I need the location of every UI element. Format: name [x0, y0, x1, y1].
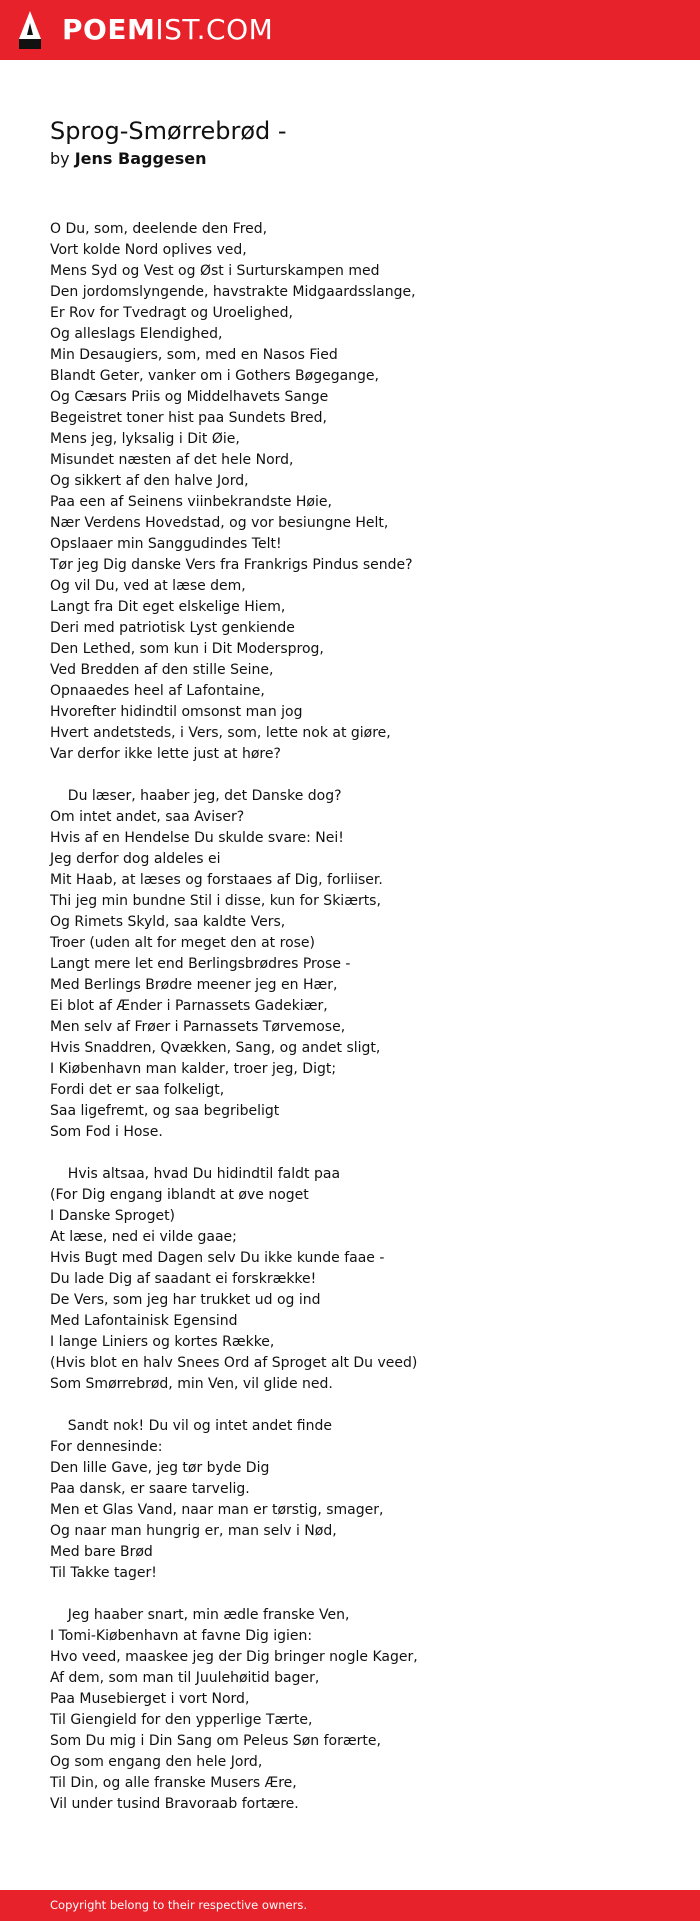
poem-line: Jeg derfor dog aldeles ei — [50, 851, 221, 867]
poem-line: Thi jeg min bundne Stil i disse, kun for Skiærts, — [50, 893, 381, 909]
poem-line: Hvo veed, maaskee jeg der Dig bringer nogle Kager, — [50, 1649, 418, 1665]
poem-line: Til Din, og alle franske Musers Ære, — [50, 1775, 297, 1791]
poem-line: Med Lafontainisk Egensind — [50, 1313, 238, 1329]
poem-line: Sandt nok! Du vil og intet andet finde — [50, 1418, 332, 1434]
poem-line: Er Rov for Tvedragt og Uroelighed, — [50, 305, 293, 321]
poem-title: Sprog-Smørrebrød - — [50, 117, 287, 145]
poem-line: Til Giengield for den ypperlige Tærte, — [50, 1712, 313, 1728]
poem-line: Langt fra Dit eget elskelige Hiem, — [50, 599, 286, 615]
poem-line: Jeg haaber snart, min ædle franske Ven, — [50, 1607, 350, 1623]
poem-line: For dennesinde: — [50, 1439, 163, 1455]
poem-line: Om intet andet, saa Aviser? — [50, 809, 245, 825]
poem-line: Troer (uden alt for meget den at rose) — [50, 935, 316, 951]
pen-nib-icon — [18, 10, 42, 50]
poem-line: Med Berlings Brødre meener jeg en Hær, — [50, 977, 338, 993]
stanza-break — [50, 1584, 670, 1605]
poem-line: (Hvis blot en halv Snees Ord af Sproget alt Du veed) — [50, 1355, 418, 1371]
poem-line: Mens jeg, lyksalig i Dit Øie, — [50, 431, 240, 447]
poem-line: Den jordomslyngende, havstrakte Midgaardsslange, — [50, 284, 416, 300]
poem-line: Som Du mig i Din Sang om Peleus Søn forærte, — [50, 1733, 381, 1749]
poem-line: Ved Bredden af den stille Seine, — [50, 662, 274, 678]
stanza-break — [50, 1395, 670, 1416]
poem-line: Opslaaer min Sanggudindes Telt! — [50, 536, 282, 552]
site-logo-link[interactable] — [18, 10, 273, 50]
poem-line: Var derfor ikke lette just at høre? — [50, 746, 281, 762]
poem-line: Begeistret toner hist paa Sundets Bred, — [50, 410, 327, 426]
poem-author: Jens Baggesen — [74, 149, 207, 168]
poem-line: Min Desaugiers, som, med en Nasos Fied — [50, 347, 338, 363]
poem-line: I Kiøbenhavn man kalder, troer jeg, Digt; — [50, 1061, 337, 1077]
byline-prefix: by — [50, 149, 70, 168]
logo-wordmark-light: IST.COM — [155, 13, 274, 46]
stanza-break — [50, 765, 670, 786]
poem-line: Og Rimets Skyld, saa kaldte Vers, — [50, 914, 286, 930]
poem-line: Fordi det er saa folkeligt, — [50, 1082, 225, 1098]
poem-body — [50, 219, 670, 1815]
poem-line: Tør jeg Dig danske Vers fra Frankrigs Pindus sende? — [50, 557, 413, 573]
poem-line: Vil under tusind Bravoraab fortære. — [50, 1796, 299, 1812]
poem-line: Og sikkert af den halve Jord, — [50, 473, 249, 489]
stanza-break — [50, 1143, 670, 1164]
poem-header — [50, 116, 670, 169]
poem-line: Blandt Geter, vanker om i Gothers Bøgegange, — [50, 368, 379, 384]
poem-line: I Danske Sproget) — [50, 1208, 176, 1224]
poem-line: Hvis Snaddren, Qvækken, Sang, og andet sligt, — [50, 1040, 381, 1056]
poem-line: Vort kolde Nord oplives ved, — [50, 242, 247, 258]
poem-line: Hvert andetsteds, i Vers, som, lette nok at giøre, — [50, 725, 391, 741]
poem-line: Og vil Du, ved at læse dem, — [50, 578, 246, 594]
poem-line: Og som engang den hele Jord, — [50, 1754, 263, 1770]
poem-line: Mit Haab, at læses og forstaaes af Dig, forliiser. — [50, 872, 383, 888]
poem-line: Og naar man hungrig er, man selv i Nød, — [50, 1523, 337, 1539]
poem-line: Med bare Brød — [50, 1544, 153, 1560]
poem-line: Ei blot af Ænder i Parnassets Gadekiær, — [50, 998, 328, 1014]
poem-line: Langt mere let end Berlingsbrødres Prose - — [50, 956, 351, 972]
poem-line: Den Lethed, som kun i Dit Modersprog, — [50, 641, 324, 657]
poem-line: Du lade Dig af saadant ei forskrække! — [50, 1271, 317, 1287]
poem-line: Saa ligefremt, og saa begribeligt — [50, 1103, 280, 1119]
poem-line: At læse, ned ei vilde gaae; — [50, 1229, 237, 1245]
site-footer — [0, 1890, 700, 1921]
logo-wordmark-bold: POEM — [62, 13, 156, 46]
poem-line: Paa Musebierget i vort Nord, — [50, 1691, 250, 1707]
poem-line: Du læser, haaber jeg, det Danske dog? — [50, 788, 342, 804]
poem-byline — [50, 149, 670, 169]
poem-line: Som Smørrebrød, min Ven, vil glide ned. — [50, 1376, 333, 1392]
poem-line: De Vers, som jeg har trukket ud og ind — [50, 1292, 321, 1308]
poem-line: Hvis af en Hendelse Du skulde svare: Nei! — [50, 830, 344, 846]
poem-line: Mens Syd og Vest og Øst i Surturskampen med — [50, 263, 380, 279]
footer-copyright: Copyright belong to their respective owners. — [50, 1898, 308, 1912]
poem-line: Paa een af Seinens viinbekrandste Høie, — [50, 494, 332, 510]
poem-line: Og alleslags Elendighed, — [50, 326, 223, 342]
poem-line: I lange Liniers og kortes Række, — [50, 1334, 275, 1350]
poem-line: Nær Verdens Hovedstad, og vor besiungne Helt, — [50, 515, 389, 531]
poem-line: Hvis Bugt med Dagen selv Du ikke kunde faae - — [50, 1250, 385, 1266]
poem-line: Til Takke tager! — [50, 1565, 157, 1581]
poem-line: Hvorefter hidindtil omsonst man jog — [50, 704, 303, 720]
poem-line: Paa dansk, er saare tarvelig. — [50, 1481, 250, 1497]
poem-line: (For Dig engang iblandt at øve noget — [50, 1187, 309, 1203]
poem-line: Men et Glas Vand, naar man er tørstig, smager, — [50, 1502, 384, 1518]
poem-line: O Du, som, deelende den Fred, — [50, 221, 268, 237]
poem-line: Men selv af Frøer i Parnassets Tørvemose, — [50, 1019, 346, 1035]
poem-line: Og Cæsars Priis og Middelhavets Sange — [50, 389, 329, 405]
poem-line: Deri med patriotisk Lyst genkiende — [50, 620, 295, 636]
poem-line: Af dem, som man til Juulehøitid bager, — [50, 1670, 320, 1686]
site-logo-text — [62, 10, 273, 50]
poem-line: Den lille Gave, jeg tør byde Dig — [50, 1460, 270, 1476]
poem-line: Opnaaedes heel af Lafontaine, — [50, 683, 265, 699]
poem-line: I Tomi-Kiøbenhavn at favne Dig igien: — [50, 1628, 313, 1644]
poem-line: Som Fod i Hose. — [50, 1124, 163, 1140]
poem-line: Hvis altsaa, hvad Du hidindtil faldt paa — [50, 1166, 341, 1182]
site-header — [0, 0, 700, 60]
poem-line: Misundet næsten af det hele Nord, — [50, 452, 294, 468]
